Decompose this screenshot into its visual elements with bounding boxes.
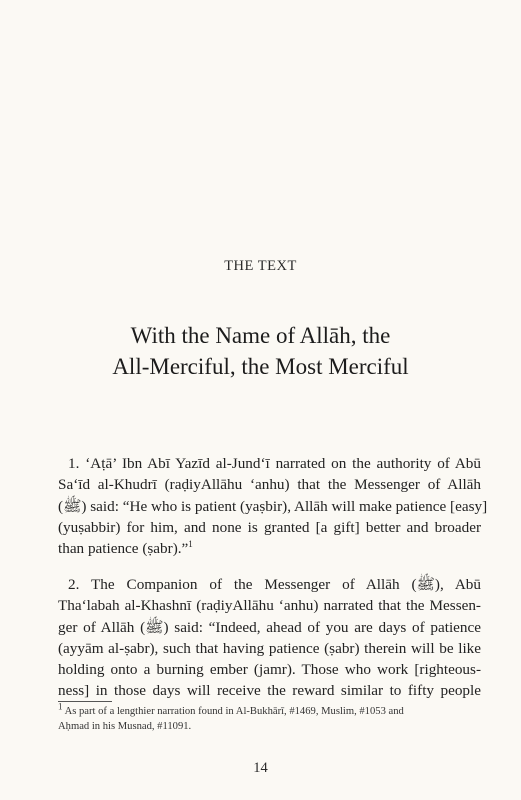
text-line: (yuṣabbir) for him, and none is granted [a gift] better and broader	[58, 518, 481, 536]
heading-line-1: With the Name of Allāh, the	[130, 323, 391, 348]
text-line: 2. The Companion of the Messenger of Allāh (ﷺ), Abū	[68, 576, 481, 593]
footnote-number: 1	[58, 701, 63, 712]
text-line: Sa‘īd al-Khudrī (raḍiyAllāhu ‘anhu) that the Messenger of Allāh	[58, 476, 481, 494]
narration-paragraph-1	[58, 453, 488, 559]
footnote	[58, 701, 481, 734]
footnote-marker: 1	[188, 539, 193, 550]
footnote-divider	[58, 701, 112, 702]
footnote-line-2: Aḥmad in his Musnad, #11091.	[58, 721, 192, 733]
text-line: than patience (ṣabr).”	[58, 540, 189, 558]
chapter-heading	[0, 320, 521, 382]
text-line: 1. ‘Aṭā’ Ibn Abī Yazīd al-Jund‘ī narrated on the authority of Abū	[68, 455, 481, 472]
heading-line-2: All-Merciful, the Most Merciful	[112, 354, 409, 379]
text-line: Tha‘labah al-Khashnī (raḍiyAllāhu ‘anhu) narrated that the Messen-	[58, 597, 481, 615]
text-line-last	[58, 538, 481, 559]
text-line: (ﷺ) said: “He who is patient (yaṣbir), Allāh will make patience [easy]	[58, 497, 488, 515]
footnote-text: As part of a lengthier narration found in Al-Bukhārī, #1469, Muslim, #1053 and	[64, 706, 404, 717]
text-line: holding onto a burning ember (jamr). Those who work [righteous-	[58, 661, 481, 679]
section-title: THE TEXT	[224, 258, 297, 274]
footnote-line-1	[58, 701, 481, 719]
text-line: (ayyām al-ṣabr), such that having patience (ṣabr) therein will be like	[58, 639, 481, 657]
narration-paragraph-2	[58, 574, 481, 702]
text-line: ger of Allāh (ﷺ) said: “Indeed, ahead of you are days of patience	[58, 618, 481, 636]
text-line: ness] in those days will receive the reward similar to fifty people	[58, 682, 481, 700]
page-number: 14	[253, 760, 268, 776]
